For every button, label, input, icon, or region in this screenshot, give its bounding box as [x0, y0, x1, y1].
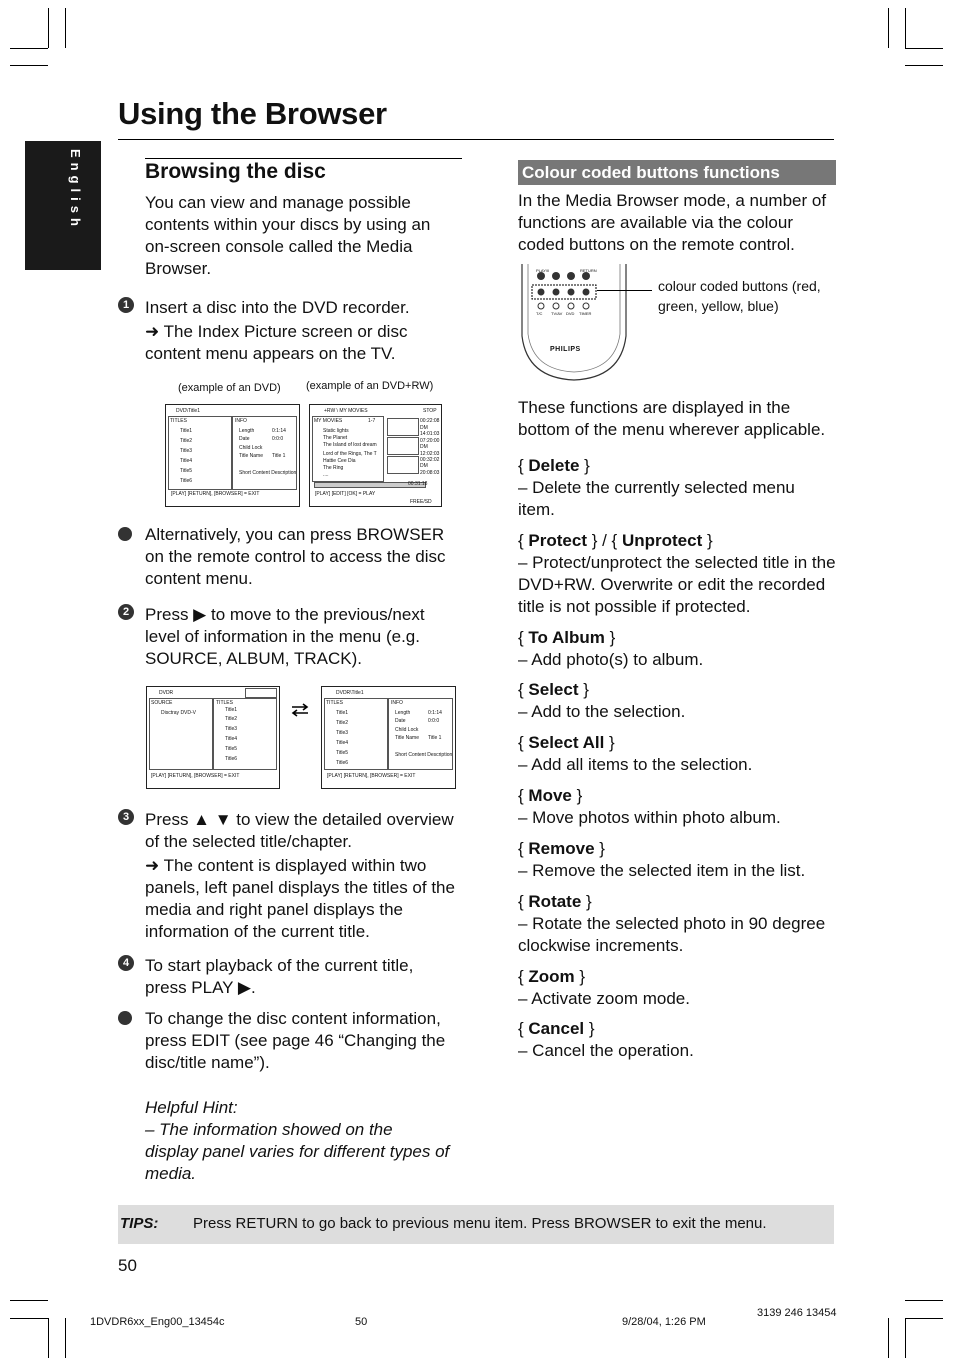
crop-mark — [10, 48, 48, 49]
functions-intro: These functions are displayed in the bottom of the menu wherever applicable. — [518, 398, 826, 439]
function-name: Unprotect — [621, 531, 703, 550]
section-heading-colour-buttons: Colour coded buttons functions — [518, 160, 836, 185]
remote-brand-logo: PHILIPS — [550, 346, 581, 353]
alt-bullet-text: Alternatively, you can press BROWSER on the remote control to access the disc content menu. — [145, 525, 446, 588]
list-item: Static lights — [323, 428, 349, 434]
list-item: Title4 — [336, 740, 349, 746]
list-item: Title1 — [336, 710, 349, 716]
progress-time: 00:31:18 — [408, 481, 428, 487]
function-zoom-title: { Zoom } — [518, 967, 586, 986]
function-remove-desc: – Remove the selected item in the list. — [518, 861, 806, 880]
bullet-icon — [118, 1011, 132, 1025]
list-item: Hattie Cee Dia — [323, 458, 356, 464]
language-tab — [25, 141, 101, 270]
crop-mark — [905, 1318, 906, 1358]
footer-page: 50 — [355, 1316, 368, 1328]
intro-paragraph: You can view and manage possible contents within your discs by using an on-screen console called the Media Browser. — [145, 193, 431, 278]
function-name: Select All — [528, 733, 605, 752]
step-1-text: Insert a disc into the DVD recorder. — [145, 298, 410, 317]
header-box — [245, 688, 277, 698]
function-name: Move — [528, 786, 572, 805]
function-move-desc: – Move photos within photo album. — [518, 808, 781, 827]
crop-mark — [10, 1318, 48, 1319]
info-value: 0:0:0 — [428, 718, 440, 724]
footer-code: 3139 246 13454 — [757, 1307, 837, 1319]
titles-header: TITLES — [326, 700, 343, 706]
list-item: Title4 — [180, 458, 193, 464]
list-item: Title1 — [180, 428, 193, 434]
function-delete-title: { Delete } — [518, 456, 590, 475]
thumbnail — [387, 456, 419, 474]
crop-mark — [10, 1300, 48, 1301]
language-tab-label: English — [68, 149, 83, 231]
step-3-text: Press ▲ ▼ to view the detailed overview of the selected title/chapter. — [145, 810, 454, 851]
thumbnail — [387, 418, 419, 436]
crop-mark — [65, 1318, 66, 1358]
titles-panel — [168, 416, 232, 490]
function-cancel-desc: – Cancel the operation. — [518, 1041, 694, 1060]
screen-footer: [PLAY] [RETURN], [BROWSER] = EXIT — [151, 773, 240, 779]
function-protect-title: { Protect } / { Unprotect } — [518, 531, 713, 550]
function-name: Rotate — [528, 892, 582, 911]
function-select-all-desc: – Add all items to the selection. — [518, 755, 753, 774]
list-count: 1-7 — [368, 418, 376, 424]
remote-label: PLAY/II — [536, 268, 550, 273]
function-delete-desc: – Delete the currently selected menu item. — [518, 478, 795, 519]
list-item: Title6 — [225, 756, 238, 762]
source-item: Disctray DVD-V — [161, 710, 197, 716]
screen-bottom-right: FREE/SD — [410, 499, 432, 505]
info-label: Title Name — [239, 453, 263, 459]
function-rotate-title: { Rotate } — [518, 892, 592, 911]
remote-callout-caption: colour coded buttons (red, green, yellow, blue) — [658, 278, 821, 314]
step-number-3: 3 — [118, 809, 134, 825]
function-select-title: { Select } — [518, 680, 589, 699]
crop-mark — [65, 8, 66, 48]
step-number-1: 1 — [118, 297, 134, 313]
source-header: SOURCE — [151, 700, 173, 706]
thumbnail — [387, 437, 419, 455]
step-2-text: Press ▶ to move to the previous/next level of information in the menu (e.g. SOURCE, ALBUM, TRACK). — [145, 605, 425, 668]
screen-path: DVD\Title1 — [176, 408, 200, 414]
info-value: 0:1:14 — [428, 710, 442, 716]
info-label: Length — [239, 428, 255, 434]
time-value: 14:01:03 — [420, 431, 440, 437]
list-item: Title2 — [225, 716, 238, 722]
info-panel — [388, 698, 453, 770]
time-value: 00:32:02 — [420, 457, 440, 463]
remote-label: TV/AV — [551, 311, 563, 316]
crop-mark — [905, 48, 943, 49]
list-item: Title5 — [336, 750, 349, 756]
function-to-album-title: { To Album } — [518, 628, 616, 647]
colour-intro: In the Media Browser mode, a number of functions are available via the colour coded buttons on the remote control. — [518, 191, 827, 254]
function-protect-desc: – Protect/unprotect the selected title in the DVD+RW. Overwrite or edit the recorded title is not possible if protected. — [518, 553, 836, 616]
step-1-note: ➜ The Index Picture screen or disc content menu appears on the TV. — [145, 322, 408, 363]
step-number-4: 4 — [118, 955, 134, 971]
bullet-icon — [118, 527, 132, 541]
list-item: .... — [323, 472, 329, 478]
function-name: Delete — [528, 456, 580, 475]
function-move-title: { Move } — [518, 786, 583, 805]
list-item: The Planet — [323, 435, 348, 441]
function-zoom-desc: – Activate zoom mode. — [518, 989, 690, 1008]
list-header: MY MOVIES — [314, 418, 343, 424]
info-label: Title Name — [395, 735, 419, 741]
crop-mark — [48, 8, 49, 48]
status-badge: STOP — [423, 408, 437, 414]
crop-mark — [905, 1318, 943, 1319]
time-value: 00:22:08 — [420, 418, 440, 424]
titles-header: TITLES — [170, 418, 187, 424]
screen-footer: [PLAY] [EDIT] [OK] = PLAY — [315, 491, 376, 497]
tips-label: TIPS: — [120, 1215, 159, 1232]
function-name: Cancel — [528, 1019, 585, 1038]
crop-mark — [888, 1318, 889, 1358]
caption-dvd: (example of an DVD) — [178, 382, 281, 394]
screen-path: DVDR\Title1 — [336, 690, 364, 696]
function-remove-title: { Remove } — [518, 839, 605, 858]
section-rule — [145, 158, 462, 159]
time-value: DM — [420, 444, 428, 450]
time-value: DM — [420, 425, 428, 431]
info-value: Title 1 — [428, 735, 442, 741]
callout-line — [597, 290, 652, 291]
time-value: 07:20:00 — [420, 438, 440, 444]
crop-mark — [48, 1318, 49, 1358]
list-item: Title3 — [180, 448, 193, 454]
titles-header: TITLES — [216, 700, 233, 706]
info-label: Child Lock — [395, 727, 419, 733]
list-item: Title1 — [225, 707, 238, 713]
function-name: Select — [528, 680, 579, 699]
function-to-album-desc: – Add photo(s) to album. — [518, 650, 704, 669]
function-name: Remove — [528, 839, 595, 858]
remote-label: RETURN — [580, 268, 597, 273]
function-select-all-title: { Select All } — [518, 733, 615, 752]
short-description: Short Content Description — [395, 752, 453, 758]
screen-path: +RW \ MY MOVIES — [324, 408, 368, 414]
function-name: To Album — [528, 628, 605, 647]
info-value: 0:1:14 — [272, 428, 286, 434]
info-label: Child Lock — [239, 445, 263, 451]
page-title: Using the Browser — [118, 96, 387, 131]
list-item: Title5 — [225, 746, 238, 752]
list-item: Lord of the Rings, The T — [323, 451, 377, 457]
short-description: Short Content Description — [239, 470, 297, 476]
swap-arrow-icon — [290, 703, 310, 717]
crop-mark — [10, 65, 48, 66]
hint-title: Helpful Hint: — [145, 1098, 238, 1117]
time-value: 12:02:03 — [420, 451, 440, 457]
info-label: Length — [395, 710, 411, 716]
info-value: 0:0:0 — [272, 436, 284, 442]
remote-label: TIMER — [579, 311, 592, 316]
list-item: Title6 — [336, 760, 349, 766]
screen-source — [146, 686, 280, 789]
function-cancel-title: { Cancel } — [518, 1019, 595, 1038]
info-header: INFO — [235, 418, 247, 424]
function-name: Protect — [528, 531, 587, 550]
step-4-text: To start playback of the current title, press PLAY ▶. — [145, 956, 414, 997]
page-number: 50 — [118, 1256, 137, 1275]
edit-bullet-text: To change the disc content information, press EDIT (see page 46 “Changing the disc/title name”). — [145, 1009, 446, 1072]
footer-filename: 1DVDR6xx_Eng00_13454c — [90, 1316, 225, 1328]
info-header: INFO — [391, 700, 403, 706]
function-rotate-desc: – Rotate the selected photo in 90 degree clockwise increments. — [518, 914, 826, 955]
function-name: Zoom — [528, 967, 575, 986]
list-item: Title5 — [180, 468, 193, 474]
screen-footer: [PLAY] [RETURN], [BROWSER] = EXIT — [171, 491, 260, 497]
info-label: Date — [239, 436, 250, 442]
list-item: Title3 — [336, 730, 349, 736]
time-value: 20:08:03 — [420, 470, 440, 476]
crop-mark — [905, 8, 906, 48]
remote-label: T/C — [536, 311, 543, 316]
hint-text: – The information showed on the display panel varies for different types of media. — [145, 1120, 450, 1183]
remote-label: DVD — [566, 311, 575, 316]
function-select-desc: – Add to the selection. — [518, 702, 686, 721]
title-rule — [118, 139, 834, 140]
screen-dvdrw — [309, 404, 442, 507]
list-item: The Ring — [323, 465, 344, 471]
crop-mark — [905, 65, 943, 66]
crop-mark — [905, 1300, 943, 1301]
list-item: Title2 — [180, 438, 193, 444]
info-value: Title 1 — [272, 453, 286, 459]
time-value: DM — [420, 463, 428, 469]
list-item: Title2 — [336, 720, 349, 726]
remote-control-illustration — [519, 264, 629, 382]
tips-text: Press RETURN to go back to previous menu item. Press BROWSER to exit the menu. — [193, 1215, 767, 1232]
caption-dvdrw: (example of an DVD+RW) — [306, 380, 434, 392]
section-heading-browsing: Browsing the disc — [145, 160, 326, 183]
screen-dvd — [165, 404, 300, 507]
screen-detail — [321, 686, 456, 789]
footer-date: 9/28/04, 1:26 PM — [622, 1316, 706, 1328]
list-item: Title6 — [180, 478, 193, 484]
titles-panel — [324, 698, 388, 770]
list-item: Title3 — [225, 726, 238, 732]
list-item: The Island of lost dream — [323, 442, 377, 448]
tips-bar — [118, 1205, 834, 1244]
step-number-2: 2 — [118, 604, 134, 620]
source-panel — [149, 698, 213, 770]
crop-mark — [888, 8, 889, 48]
titles-panel — [213, 698, 277, 770]
step-3-note: ➜ The content is displayed within two panels, left panel displays the titles of the media and right panel displays the information of the current title. — [145, 856, 455, 941]
list-item: Title4 — [225, 736, 238, 742]
screen-footer: [PLAY] [RETURN], [BROWSER] = EXIT — [327, 773, 416, 779]
screen-path: DVDR — [159, 690, 174, 696]
info-label: Date — [395, 718, 406, 724]
